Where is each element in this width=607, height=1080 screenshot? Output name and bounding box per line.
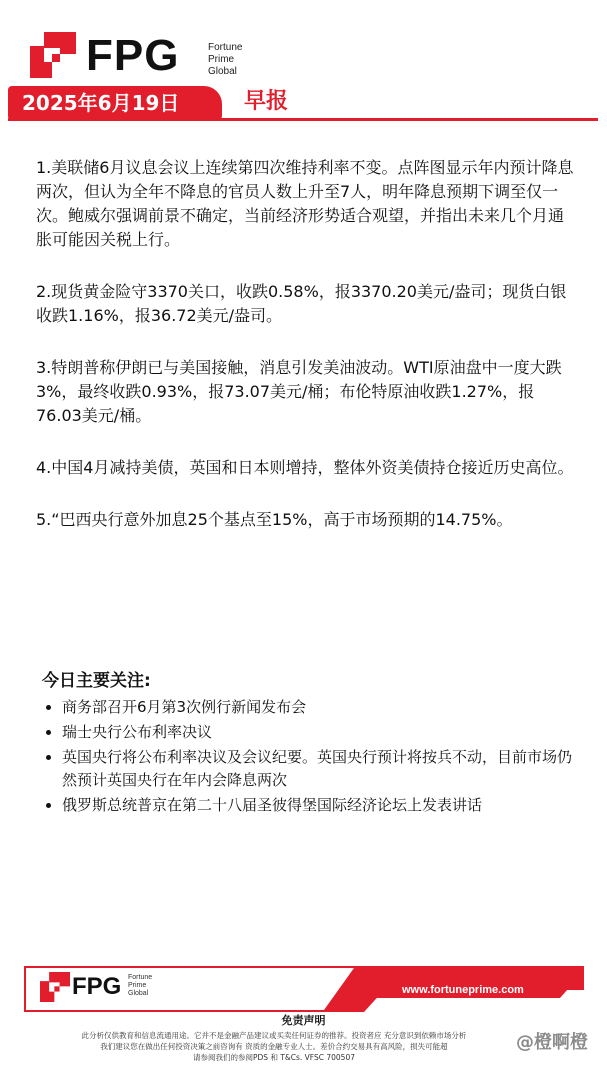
header-divider <box>8 118 598 121</box>
today-focus <box>42 668 582 819</box>
footer-fpg-logo-icon <box>40 972 70 1002</box>
news-item: 3.特朗普称伊朗已与美国接触，消息引发美油波动。WTI原油盘中一度大跌3%，最终收跌0.93%，报73.07美元/桶；布伦特原油收跌1.27%，报76.03美元/桶。 <box>36 358 562 425</box>
focus-item: • 商务部召开6月第3次例行新闻发布会 <box>62 696 582 719</box>
website-link[interactable]: www.fortuneprime.com <box>402 984 524 996</box>
report-header <box>0 0 607 135</box>
watermark: @橙啊橙 <box>516 1032 588 1053</box>
news-item: 5.“巴西央行意外加息25个基点至15%，高于市场预期的14.75%。 <box>36 510 513 529</box>
fpg-logo-icon <box>30 32 76 78</box>
disclaimer-text: 此分析仅供教育和信息流通用途。它并不是金融产品建议或买卖任何证券的推荐。投资者应 充分意识到依赖市场分析 我们建议您在做出任何投资决策之前咨询有 资质的金融专业人士。差价合约交易具有高风险，损失可能超 请参阅我们的参阅PDS 和 T&Cs. VFSC 700507 <box>81 1031 467 1062</box>
footer-brand: FPG <box>72 973 122 1000</box>
disclaimer-title: 免责声明 <box>281 1014 326 1027</box>
report-type-tag: 早报 <box>244 89 289 114</box>
focus-item: • 俄罗斯总统普京在第二十八届圣彼得堡国际经济论坛上发表讲话 <box>62 794 582 817</box>
brand-subtitle: Fortune Prime Global <box>208 42 243 77</box>
focus-item: • 瑞士央行公布利率决议 <box>62 721 582 744</box>
news-list <box>36 156 576 560</box>
focus-title: 今日主要关注: <box>42 671 151 691</box>
news-item: 1.美联储6月议息会议上连续第四次维持利率不变。点阵图显示年内预计降息两次，但认为全年不降息的官员人数上升至7人，明年降息预期下调至仅一次。鲍威尔强调前景不确定，当前经济形势适合观望，并指出未来几个月通胀可能因关税上行。 <box>36 158 574 249</box>
focus-item: • 英国央行将公布利率决议及会议纪要。英国央行预计将按兵不动，目前市场仍然预计英国央行在年内会降息两次 <box>62 746 582 792</box>
news-item: 2.现货黄金险守3370关口，收跌0.58%，报3370.20美元/盎司；现货白银收跌1.16%，报36.72美元/盎司。 <box>36 282 567 325</box>
footer-brand-subtitle: Fortune Prime Global <box>128 974 153 997</box>
brand-name: FPG <box>86 31 180 80</box>
focus-list <box>42 696 582 817</box>
news-item: 4.中国4月减持美债，英国和日本则增持，整体外资美债持仓接近历史高位。 <box>36 458 574 477</box>
report-date: 2025年6月19日 <box>22 91 180 115</box>
